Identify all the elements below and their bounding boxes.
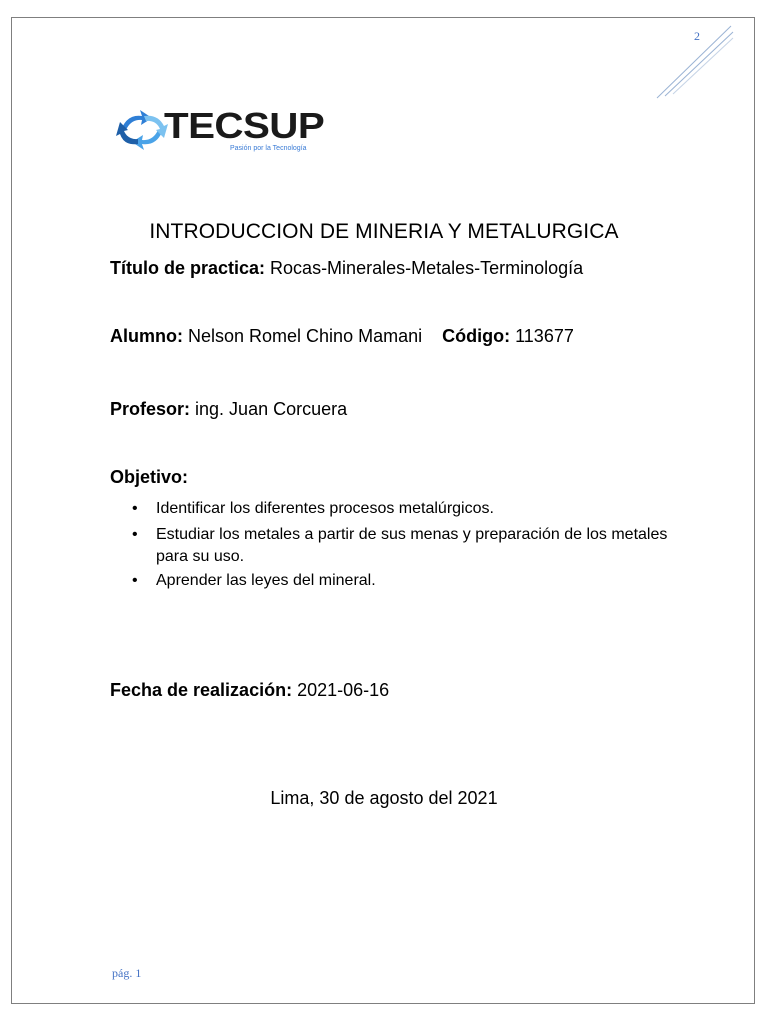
document-title: INTRODUCCION DE MINERIA Y METALURGICA — [149, 220, 619, 243]
bullet-icon: • — [132, 572, 138, 589]
fecha-label: Fecha de realización: — [110, 680, 293, 700]
profesor-label: Profesor: — [110, 399, 191, 419]
codigo-value: 113677 — [515, 326, 574, 346]
practica-field — [110, 258, 583, 279]
objetivo-heading — [110, 467, 188, 488]
objetivo-list — [110, 498, 670, 592]
page-footer-label: pág. 1 — [112, 966, 142, 980]
practica-value: Rocas-Minerales-Metales-Terminología — [270, 258, 584, 278]
list-item: • Aprender las leyes del mineral. — [110, 570, 670, 592]
profesor-value: ing. Juan Corcuera — [195, 399, 348, 419]
bullet-icon: • — [132, 500, 138, 517]
corner-decoration — [655, 24, 735, 100]
tecsup-emblem-icon — [114, 104, 170, 160]
fecha-field — [110, 680, 389, 701]
profesor-field — [110, 399, 347, 420]
fecha-value: 2021-06-16 — [297, 680, 390, 700]
logo-tagline: Pasión por la Tecnología — [230, 145, 307, 152]
alumno-value: Nelson Romel Chino Mamani — [188, 326, 423, 346]
page-number-top: 2 — [694, 29, 700, 43]
objetivo-label: Objetivo: — [110, 467, 189, 487]
list-item: • Estudiar los metales a partir de sus menas y preparación de los metales para su uso. — [132, 526, 668, 565]
alumno-label: Alumno: — [110, 326, 183, 346]
bullet-icon: • — [132, 526, 138, 543]
codigo-label: Código: — [442, 326, 511, 346]
practica-label: Título de practica: — [110, 258, 266, 278]
tecsup-logo — [112, 88, 344, 158]
logo-wordmark: TECSUP — [164, 105, 325, 146]
alumno-field — [110, 326, 574, 347]
place-date: Lima, 30 de agosto del 2021 — [270, 788, 498, 808]
list-item: • Identificar los diferentes procesos metalúrgicos. — [110, 498, 670, 520]
